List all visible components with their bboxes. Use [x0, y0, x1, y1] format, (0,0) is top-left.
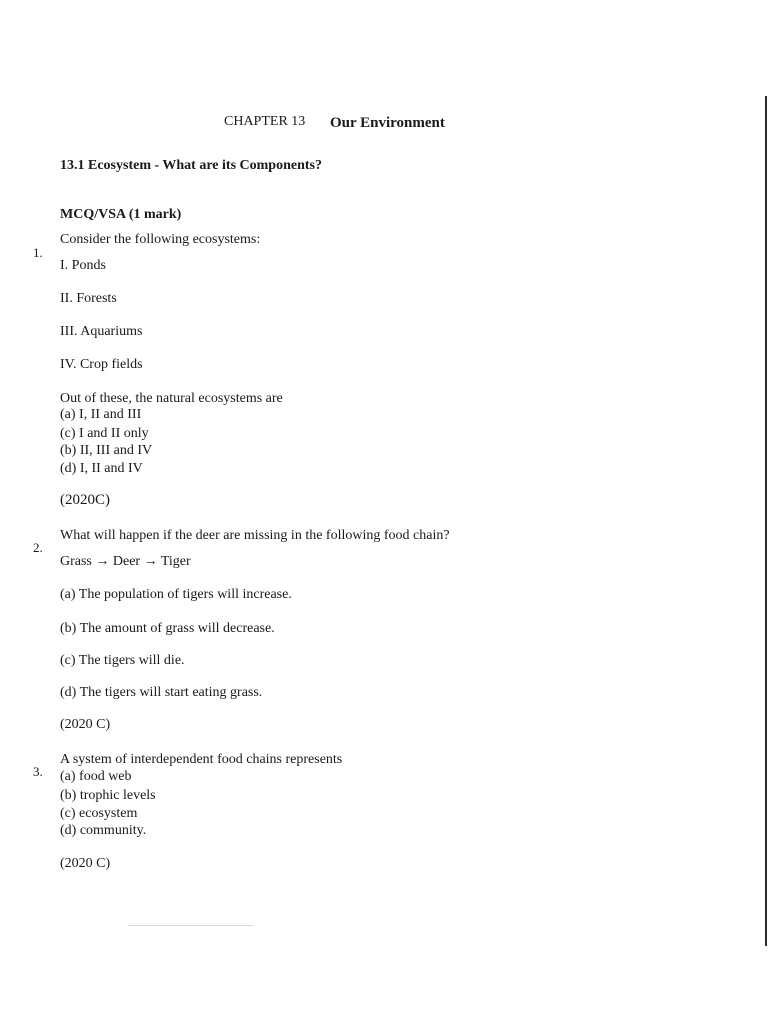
question-number: 1. — [33, 245, 43, 260]
answer-option: (d) community. — [60, 823, 147, 838]
section-title: 13.1 Ecosystem - What are its Components? — [60, 158, 322, 173]
answer-option: (a) The population of tigers will increase. — [60, 587, 292, 602]
chapter-label: CHAPTER 13 — [224, 114, 306, 129]
list-item: IV. Crop fields — [60, 357, 143, 372]
question-stem: What will happen if the deer are missing in the following food chain? — [60, 528, 450, 543]
question-number: 3. — [33, 764, 43, 779]
list-item: II. Forests — [60, 291, 117, 306]
answer-option: (b) II, III and IV — [60, 443, 153, 458]
answer-option: (a) I, II and III — [60, 407, 142, 422]
list-item: III. Aquariums — [60, 324, 143, 339]
answer-option: (c) I and II only — [60, 426, 149, 441]
answer-option: (c) The tigers will die. — [60, 653, 185, 668]
answer-option: (b) trophic levels — [60, 788, 156, 803]
question-source: (2020 C) — [60, 717, 111, 732]
right-margin-rule — [765, 96, 767, 946]
food-chain: Grass → Deer → Tiger — [60, 554, 191, 569]
question-source: (2020C) — [60, 492, 110, 508]
subsection-title: MCQ/VSA (1 mark) — [60, 207, 182, 222]
chapter-title: Our Environment — [330, 115, 445, 131]
answer-option: (a) food web — [60, 769, 132, 784]
question-stem: Consider the following ecosystems: — [60, 232, 261, 247]
answer-option: (b) The amount of grass will decrease. — [60, 621, 275, 636]
bottom-rule — [128, 925, 254, 926]
question-prompt: Out of these, the natural ecosystems are — [60, 391, 283, 406]
answer-option: (d) I, II and IV — [60, 461, 143, 476]
question-source: (2020 C) — [60, 856, 111, 871]
answer-option: (d) The tigers will start eating grass. — [60, 685, 263, 700]
question-stem: A system of interdependent food chains represents — [60, 752, 343, 767]
question-number: 2. — [33, 540, 43, 555]
answer-option: (c) ecosystem — [60, 806, 138, 821]
list-item: I. Ponds — [60, 258, 106, 273]
